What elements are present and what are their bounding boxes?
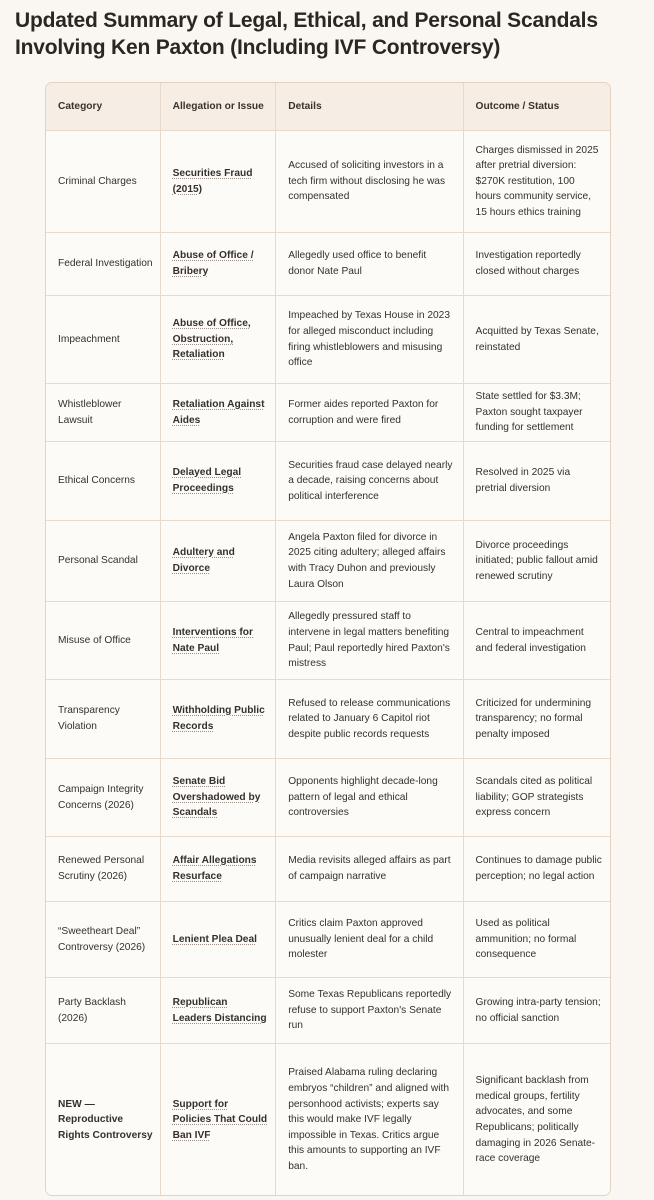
cell-outcome <box>464 602 610 679</box>
cell-details <box>276 978 463 1043</box>
cell-details-text: Critics claim Paxton approved unusually lenient deal for a child molester <box>288 918 434 961</box>
cell-details <box>276 1044 463 1196</box>
cell-outcome-text: Resolved in 2025 via pretrial diversion <box>475 467 571 494</box>
cell-allegation <box>161 978 277 1043</box>
table-row <box>46 602 610 680</box>
cell-details-text: Refused to release communications related to January 6 Capitol riot despite public records requests <box>288 697 451 740</box>
cell-details <box>276 837 463 901</box>
cell-category-text: Personal Scandal <box>58 555 138 567</box>
cell-category <box>46 521 161 601</box>
cell-allegation-text: Interventions for Nate Paul <box>172 626 253 654</box>
cell-allegation <box>161 233 277 295</box>
cell-details <box>276 233 463 295</box>
cell-details-text: Media revisits alleged affairs as part of campaign narrative <box>288 855 451 882</box>
cell-allegation <box>161 759 277 836</box>
cell-category <box>46 384 161 441</box>
cell-category-text: Criminal Charges <box>58 175 137 187</box>
cell-allegation <box>161 384 277 441</box>
cell-outcome-text: Growing intra-party tension; no official sanction <box>475 996 601 1024</box>
cell-details <box>276 680 463 758</box>
cell-category <box>46 296 161 383</box>
cell-allegation-text: Republican Leaders Distancing <box>172 996 267 1024</box>
cell-allegation-text: Securities Fraud (2015) <box>172 167 253 195</box>
cell-category-text: Impeachment <box>58 333 120 345</box>
cell-category <box>46 1044 161 1196</box>
cell-details-text: Securities fraud case delayed nearly a decade, raising concerns about political interference <box>288 459 453 502</box>
cell-details-text: Angela Paxton filed for divorce in 2025 citing adultery; alleged affairs with Tracy Duhon and previously Laura Olson <box>288 531 446 590</box>
table-row <box>46 978 610 1044</box>
header-allegation: Allegation or Issue <box>161 83 277 130</box>
cell-details-text: Former aides reported Paxton for corruption and were fired <box>288 398 439 426</box>
header-category: Category <box>46 83 161 130</box>
cell-allegation <box>161 902 277 977</box>
cell-category-text: Misuse of Office <box>58 634 131 646</box>
cell-outcome <box>464 1044 610 1196</box>
cell-category-text: Campaign Integrity Concerns (2026) <box>58 783 144 811</box>
cell-category-text: Renewed Personal Scrutiny (2026) <box>58 855 145 882</box>
cell-allegation-text: Adultery and Divorce <box>172 547 235 574</box>
cell-allegation-text: Delayed Legal Proceedings <box>172 467 242 494</box>
cell-allegation <box>161 1044 277 1196</box>
cell-category <box>46 978 161 1043</box>
cell-category-text: Federal Investigation <box>58 258 153 270</box>
cell-allegation <box>161 296 277 383</box>
table-row <box>46 296 610 384</box>
cell-category <box>46 442 161 520</box>
cell-outcome <box>464 978 610 1043</box>
cell-outcome-text: Acquitted by Texas Senate, reinstated <box>475 325 599 353</box>
cell-outcome-text: Continues to damage public perception; no legal action <box>475 855 602 882</box>
cell-allegation-text: Withholding Public Records <box>172 705 265 732</box>
cell-allegation <box>161 131 277 232</box>
cell-allegation <box>161 680 277 758</box>
cell-category-text: Transparency Violation <box>58 705 120 732</box>
cell-allegation-text: Lenient Plea Deal <box>172 933 257 945</box>
cell-allegation <box>161 602 277 679</box>
table-row <box>46 131 610 233</box>
cell-outcome-text: Used as political ammunition; no formal consequence <box>475 918 577 961</box>
cell-outcome-text: Criticized for undermining transparency; no formal penalty imposed <box>475 697 592 740</box>
table-row <box>46 233 610 296</box>
table-header-row <box>46 83 610 131</box>
cell-allegation-text: Retaliation Against Aides <box>172 398 265 426</box>
cell-details-text: Allegedly pressured staff to intervene in legal matters benefiting Paul; Paul reportedly hired Paxton's mistress <box>288 611 450 670</box>
cell-outcome <box>464 759 610 836</box>
table-row <box>46 384 610 442</box>
cell-outcome <box>464 680 610 758</box>
cell-outcome <box>464 442 610 520</box>
page-title: Updated Summary of Legal, Ethical, and Personal Scandals Involving Ken Paxton (Including IVF Controversy) <box>15 9 598 59</box>
cell-details <box>276 602 463 679</box>
cell-category <box>46 602 161 679</box>
table-row <box>46 442 610 521</box>
table-row <box>46 837 610 902</box>
cell-outcome <box>464 837 610 901</box>
cell-outcome-text: State settled for $3.3M; Paxton sought taxpayer funding for settlement <box>475 391 583 434</box>
cell-category-text: Party Backlash (2026) <box>58 996 126 1024</box>
cell-category <box>46 837 161 901</box>
cell-allegation <box>161 837 277 901</box>
cell-allegation-text: Senate Bid Overshadowed by Scandals <box>172 776 261 819</box>
table-row <box>46 1044 610 1196</box>
table-row <box>46 680 610 759</box>
cell-category-text: “Sweetheart Deal” Controversy (2026) <box>58 925 146 953</box>
cell-details-text: Opponents highlight decade-long pattern of legal and ethical controversies <box>288 776 438 819</box>
cell-allegation-text: Support for Policies That Could Ban IVF <box>172 1098 268 1141</box>
scandal-table <box>45 82 611 1196</box>
cell-outcome <box>464 902 610 977</box>
cell-details <box>276 521 463 601</box>
cell-details <box>276 902 463 977</box>
cell-details-text: Some Texas Republicans reportedly refuse to support Paxton's Senate run <box>288 989 452 1032</box>
cell-details-text: Accused of soliciting investors in a tech firm without disclosing he was compensated <box>288 160 446 203</box>
cell-category-text: Ethical Concerns <box>58 475 136 487</box>
cell-outcome-text: Central to impeachment and federal investigation <box>475 626 586 654</box>
cell-category <box>46 902 161 977</box>
header-outcome: Outcome / Status <box>475 100 560 112</box>
cell-allegation-text: Abuse of Office / Bribery <box>172 250 254 277</box>
cell-details <box>276 759 463 836</box>
cell-category <box>46 680 161 758</box>
cell-outcome-text: Scandals cited as political liability; GOP strategists express concern <box>475 776 593 819</box>
cell-allegation <box>161 442 277 520</box>
table-row <box>46 521 610 602</box>
cell-outcome <box>464 233 610 295</box>
cell-outcome <box>464 296 610 383</box>
cell-allegation-text: Abuse of Office, Obstruction, Retaliation <box>172 318 251 361</box>
header-details: Details <box>276 83 463 130</box>
cell-details-text: Allegedly used office to benefit donor Nate Paul <box>288 250 427 277</box>
cell-outcome-text: Divorce proceedings initiated; public fallout amid renewed scrutiny <box>475 539 598 582</box>
table-row <box>46 759 610 837</box>
cell-details <box>276 296 463 383</box>
cell-outcome <box>464 384 610 441</box>
cell-details <box>276 384 463 441</box>
cell-details <box>276 131 463 232</box>
cell-category-text: Whistleblower Lawsuit <box>58 398 122 426</box>
cell-outcome-text: Charges dismissed in 2025 after pretrial diversion: $270K restitution, 100 hours community service, 15 hours ethics training <box>475 144 599 218</box>
cell-outcome <box>464 521 610 601</box>
cell-category <box>46 131 161 232</box>
cell-outcome-text: Significant backlash from medical groups, fertility advocates, and some Republicans; politically damaging in 2026 Senate-race coverage <box>475 1075 596 1165</box>
cell-category <box>46 759 161 836</box>
cell-details-text: Impeached by Texas House in 2023 for alleged misconduct including firing whistleblowers and misusing office <box>288 310 451 369</box>
cell-outcome-text: Investigation reportedly closed without charges <box>475 250 581 277</box>
cell-outcome <box>464 131 610 232</box>
table-row <box>46 902 610 978</box>
cell-details-text: Praised Alabama ruling declaring embryos “children” and aligned with personhood activists; experts say this would make IVF legally impossible in Texas. Critics argue this amounts to supporting an IVF ban. <box>288 1067 450 1172</box>
cell-allegation <box>161 521 277 601</box>
cell-allegation-text: Affair Allegations Resurface <box>172 855 257 882</box>
cell-details <box>276 442 463 520</box>
cell-category-text: NEW — Reproductive Rights Controversy <box>58 1098 153 1141</box>
cell-category <box>46 233 161 295</box>
